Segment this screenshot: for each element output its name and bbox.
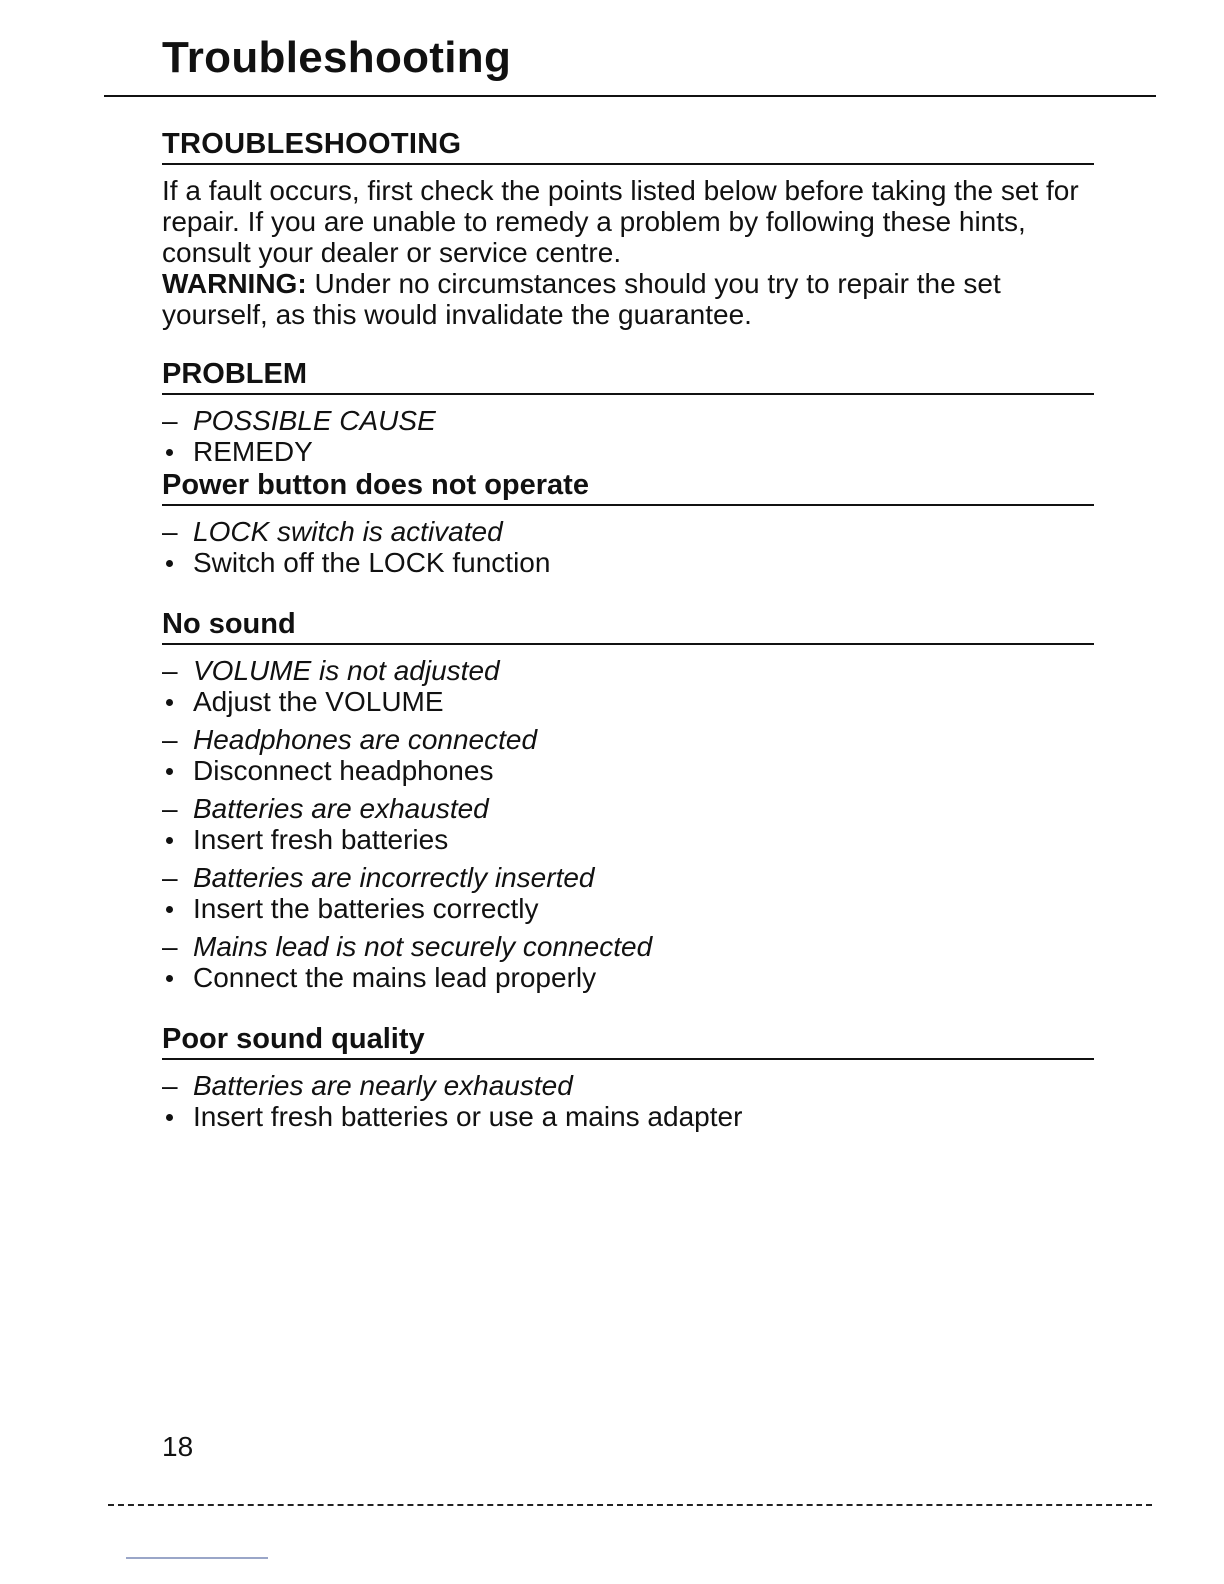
page-title: Troubleshooting xyxy=(162,33,512,82)
bullet-marker xyxy=(162,436,193,467)
cause-line xyxy=(162,724,1094,755)
legend-cause-label: POSSIBLE CAUSE xyxy=(193,405,436,436)
dash-marker: – xyxy=(162,862,178,893)
problem-items xyxy=(162,1070,1094,1132)
legend-remedy-line xyxy=(162,436,1094,467)
scan-edge-mark xyxy=(126,1557,268,1559)
cause-remedy-pair xyxy=(162,1070,1094,1132)
bullet-icon xyxy=(166,699,173,706)
troubleshooting-content xyxy=(162,126,1094,1132)
cause-text: Batteries are incorrectly inserted xyxy=(193,862,595,893)
legend-items xyxy=(162,405,1094,467)
cause-line xyxy=(162,655,1094,686)
remedy-text: Insert the batteries correctly xyxy=(193,893,539,924)
cause-remedy-pair xyxy=(162,862,1094,924)
problem-heading: Power button does not operate xyxy=(162,467,1094,506)
cause-text: Batteries are nearly exhausted xyxy=(193,1070,573,1101)
bullet-marker xyxy=(162,893,193,924)
problem-group xyxy=(162,467,1094,578)
cause-remedy-pair xyxy=(162,931,1094,993)
remedy-line xyxy=(162,686,1094,717)
remedy-line xyxy=(162,755,1094,786)
bullet-icon xyxy=(166,1114,173,1121)
bullet-icon xyxy=(166,975,173,982)
cause-line xyxy=(162,862,1094,893)
cause-text: VOLUME is not adjusted xyxy=(193,655,500,686)
bullet-marker xyxy=(162,755,193,786)
section-heading: TROUBLESHOOTING xyxy=(162,126,1094,165)
bullet-icon xyxy=(166,768,173,775)
bullet-marker xyxy=(162,962,193,993)
dash-marker: – xyxy=(162,724,178,755)
problem-list xyxy=(162,467,1094,1132)
remedy-text: Switch off the LOCK function xyxy=(193,547,551,578)
warning-text: Under no circumstances should you try to repair the set yourself, as this would invalidate the guarantee. xyxy=(162,268,1001,330)
dash-marker: – xyxy=(162,405,178,436)
legend-remedy-label: REMEDY xyxy=(193,436,313,467)
remedy-line xyxy=(162,1101,1094,1132)
remedy-line xyxy=(162,893,1094,924)
problem-group xyxy=(162,606,1094,993)
cause-text: Batteries are exhausted xyxy=(193,793,489,824)
problem-group xyxy=(162,1021,1094,1132)
problem-heading: Poor sound quality xyxy=(162,1021,1094,1060)
legend-cause-line xyxy=(162,405,1094,436)
warning-label: WARNING: xyxy=(162,268,307,299)
bullet-marker xyxy=(162,824,193,855)
bullet-icon xyxy=(166,560,173,567)
cause-line xyxy=(162,931,1094,962)
page-number: 18 xyxy=(162,1431,194,1462)
remedy-text: Connect the mains lead properly xyxy=(193,962,597,993)
cause-text: Headphones are connected xyxy=(193,724,538,755)
bullet-marker xyxy=(162,547,193,578)
bullet-marker xyxy=(162,686,193,717)
dash-marker: – xyxy=(162,1070,178,1101)
cause-line xyxy=(162,1070,1094,1101)
bullet-icon xyxy=(166,837,173,844)
remedy-text: Insert fresh batteries xyxy=(193,824,449,855)
dash-marker: – xyxy=(162,516,178,547)
cause-line xyxy=(162,516,1094,547)
cause-remedy-pair xyxy=(162,793,1094,855)
cause-text: Mains lead is not securely connected xyxy=(193,931,653,962)
remedy-line xyxy=(162,824,1094,855)
cause-remedy-pair xyxy=(162,724,1094,786)
footer-divider xyxy=(108,1504,1152,1506)
legend-heading: PROBLEM xyxy=(162,356,1094,395)
legend-pair xyxy=(162,405,1094,467)
problem-heading: No sound xyxy=(162,606,1094,645)
bullet-marker xyxy=(162,1101,193,1132)
remedy-line xyxy=(162,962,1094,993)
cause-text: LOCK switch is activated xyxy=(193,516,503,547)
cause-line xyxy=(162,793,1094,824)
remedy-line xyxy=(162,547,1094,578)
dash-marker: – xyxy=(162,793,178,824)
remedy-text: Disconnect headphones xyxy=(193,755,494,786)
bullet-icon xyxy=(166,449,173,456)
cause-remedy-pair xyxy=(162,516,1094,578)
dash-marker: – xyxy=(162,655,178,686)
bullet-icon xyxy=(166,906,173,913)
title-divider xyxy=(104,95,1156,97)
dash-marker: – xyxy=(162,931,178,962)
cause-remedy-pair xyxy=(162,655,1094,717)
remedy-text: Insert fresh batteries or use a mains adapter xyxy=(193,1101,743,1132)
problem-items xyxy=(162,655,1094,993)
intro-text: If a fault occurs, first check the points listed below before taking the set for repair. If you are unable to remedy a problem by following these hints, consult your dealer or service centre. xyxy=(162,175,1079,268)
problem-items xyxy=(162,516,1094,578)
intro-paragraph xyxy=(162,175,1094,330)
remedy-text: Adjust the VOLUME xyxy=(193,686,444,717)
legend-group xyxy=(162,356,1094,467)
